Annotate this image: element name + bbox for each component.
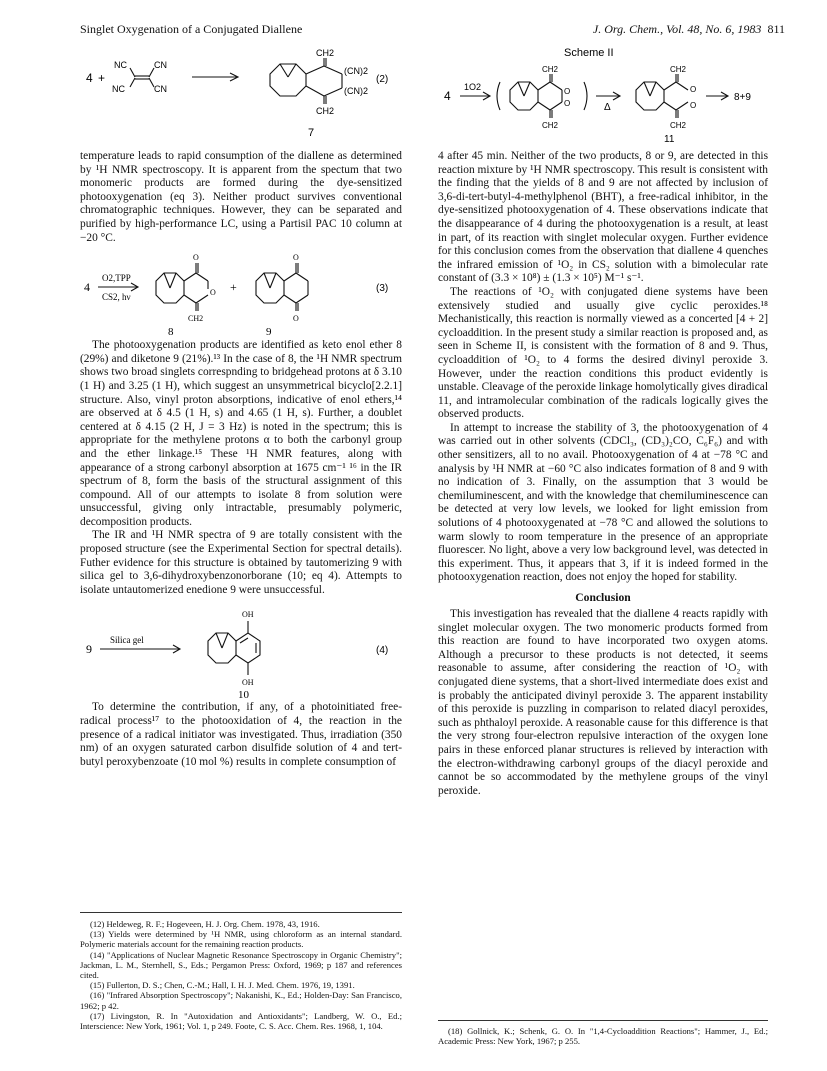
eq3-number: (3) (376, 283, 389, 295)
scheme-2-o-a1: O (564, 87, 571, 96)
scheme-2-delta: Δ (604, 102, 611, 113)
equation-2-structures (80, 44, 402, 144)
eq2-cn-top: CN (154, 60, 167, 70)
eq2-cn2-a: (CN)2 (344, 66, 368, 76)
left-paragraph-3: The IR and ¹H NMR spectra of 9 are totally consistent with the proposed structure (see the Experimental Section for spectral details). Futher evidence for this structure is obtained by tautomerizing 9 with silica gel to 3,6-dihydroxybenzonorborane (10; eq 4). Attempts to isolate untautomerized enedione 9 were unsuccessful. (80, 529, 402, 596)
footnotes-right (438, 1020, 768, 1046)
eq3-reagent-top: O2,TPP (102, 273, 131, 284)
right-paragraph-1: 4 after 45 min. Neither of the two products, 8 or 9, are detected in this reaction mixture by ¹H NMR spectroscopy. This result is consistent with the finding that the yields of 8 and 9 are not affected by inclusion of 3,6-di-tert-butyl-4-methylphenol (BHT), a free-radical inhibitor, in the dye-sensitized photooxygenation of 4. These observations indicate that the disappearance of 4 during the photooxygenation is a result, at least in part, of its reaction with singlet molecular oxygen. Further evidence for this conclusion comes from the observation that diallene 4 quenches the infrared emission of ¹O₂ in CS₂ solution with a bimolecular rate constant of (3.3 × 10⁸) ± (1.3 × 10⁵) M⁻¹ s⁻¹. (438, 150, 768, 285)
footnote-17: (17) Livingston, R. In "Autoxidation and Antioxidants"; Landberg, W. O., Ed.; Interscience: New York, 1961; Vol. 1, p 249. Foote, C. S. Acc. Chem. Res. 1968, 1, 104. (80, 1010, 402, 1032)
scheme-2-o-a2: O (564, 99, 571, 108)
compound-11-label: 11 (664, 134, 675, 144)
eq3-ch2: CH2 (188, 314, 204, 324)
footnote-15: (15) Fullerton, D. S.; Chen, C.-M.; Hall, I. H. J. Med. Chem. 1976, 19, 1391. (90, 980, 355, 991)
running-header-title: Singlet Oxygenation of a Conjugated Diallene (80, 22, 303, 36)
page-number: 811 (767, 22, 785, 36)
conclusion-paragraph: This investigation has revealed that the diallene 4 reacts rapidly with singlet molecular oxygen. The two monomeric products formed from this reaction are found to have incorporated two oxygen atoms. Although a precursor to these products is not detected, it seems reasonable to assume, after considering the reaction of ¹O₂ with conjugated diene systems, that a short-lived intermediate does exist and is probably the anticipated divinyl peroxide 3. The apparent instability of this peroxide is puzzling in comparison to related diacyl peroxides, such as phthaloyl peroxide. A reasonable cause for this difference is that the very strong four-electron repulsive interaction of the oxygen lone pairs in these enforced planar structures is relieved by interaction with the electron-withdrawing carbonyl groups of the diacyl peroxide and cannot be so accommodated by the methylene groups of the vinyl peroxide. (438, 608, 768, 797)
eq3-o-3: O (293, 253, 299, 263)
right-column (438, 150, 768, 798)
eq4-oh-bottom: OH (242, 678, 254, 688)
scheme-2-ch2-a: CH2 (542, 65, 559, 74)
eq3-coefficient: 4 (84, 280, 90, 295)
compound-7-label: 7 (308, 127, 315, 139)
eq2-ch2-bottom: CH2 (316, 106, 335, 116)
footnotes-left (80, 912, 402, 1031)
footnote-12: (12) Heldeweg, R. F.; Hogeveen, H. J. Org. Chem. 1978, 43, 1916. (90, 919, 320, 929)
eq2-plus: + (98, 71, 106, 85)
scheme-2-ch2-d: CH2 (670, 121, 687, 130)
equation-3 (80, 245, 402, 339)
eq2-cn2-b: (CN)2 (344, 86, 368, 96)
eq3-reagent-bottom: CS2, hν (102, 292, 131, 303)
eq3-o-4: O (293, 314, 299, 324)
eq3-o-2: O (210, 288, 216, 298)
scheme-2-products: 8+9 (734, 92, 751, 103)
equation-4-structures (80, 597, 402, 701)
compound-9-label: 9 (266, 326, 272, 339)
footnote-14: (14) "Applications of Nuclear Magnetic Resonance Spectroscopy in Organic Chemistry"; Jackman, L. M., Sternhell, S., Eds.; Pergamon Press: Oxford, 1969; p 187 and references cited. (80, 949, 402, 981)
equation-3-structures (80, 245, 402, 339)
eq2-nc-bottom: NC (112, 84, 125, 94)
conclusion-heading: Conclusion (575, 591, 631, 604)
scheme-2-title: Scheme II (564, 47, 614, 59)
left-paragraph-4: To determine the contribution, if any, of a photoinitiated free-radical process¹⁷ to the photooxidation of 4, the reaction in the presence of a radical initiator was investigated. Thus, irradiation (350 nm) of an oxygen saturated carbon disulfide solution of 4 and tert-butyl peroxybenzoate (10 mol %) results in complete consumption of (80, 701, 402, 768)
footnote-13: (13) Yields were determined by ¹H NMR, using chloroform as an internal standard. Polymeric materials account for the remaining reaction products. (80, 929, 402, 950)
running-header-journal (593, 22, 785, 37)
scheme-2-ch2-b: CH2 (542, 121, 559, 130)
scheme-2-structures (438, 44, 768, 144)
compound-8-label: 8 (168, 326, 174, 339)
right-paragraph-3: In attempt to increase the stability of 3, the photooxygenation of 4 was carried out in other solvents (CDCl₃, (CD₃)₂CO, C₆F₆) and with other sensitizers, all to no avail. Photooxygenation of 4 at −78 °C and analysis by ¹H NMR at −60 °C also indicates formation of 8 and 9 with no indication of 3. Finally, on the assumption that 3 would be chemiluminescent, and with the knowledge that chemiluminescence can be detected at very low levels, we looked for light emission from solutions of 4 photooxygenated at −78 °C and allowed the solutions to warm slowly to room temperature in the presence of an appropriate fluorescer. No light, above a very low background level, was detected in this experiment. Thus, it appears that 3, if it is indeed formed in the photooxygenation reaction, does not enjoy the hoped for stability. (438, 421, 768, 584)
scheme-2-reagent: 1O2 (464, 82, 482, 92)
eq2-coefficient: 4 (86, 71, 93, 85)
eq4-number: (4) (376, 645, 389, 657)
eq4-reagent: Silica gel (110, 635, 144, 646)
eq3-o-1: O (193, 253, 199, 263)
footnote-16: (16) "Infrared Absorption Spectroscopy"; Nakanishi, K., Ed.; Holden-Day: San Francisco, 1962; p 42. (80, 990, 402, 1011)
left-column (80, 150, 402, 769)
scheme-2-coefficient: 4 (444, 89, 451, 103)
equation-4 (80, 597, 402, 701)
eq4-start-compound: 9 (86, 642, 92, 657)
left-paragraph-1: temperature leads to rapid consumption of the diallene as determined by ¹H NMR spectroscopy. It is apparent from the spectum that two monomeric products are formed during the dye-sensitized photooxygenation (eq 3). Neither product survives conventional chromatographic techniques. However, they can be separated and purified by high-performance LC, using a Partisil PAC 10 column at −20 °C. (80, 150, 402, 244)
scheme-2-o-c2: O (690, 101, 697, 110)
eq2-cn-bottom: CN (154, 84, 167, 94)
eq2-number: (2) (376, 74, 389, 85)
equation-2 (80, 44, 402, 144)
eq4-oh-top: OH (242, 610, 254, 620)
scheme-2 (438, 44, 768, 144)
compound-10-label: 10 (238, 689, 249, 702)
right-paragraph-2: The reactions of ¹O₂ with conjugated diene systems have been extensively studied and usually give cyclic peroxides.¹⁸ Mechanistically, this reaction is normally viewed as a concerted [4 + 2] cycloaddition. In the present study a similar reaction is proposed and, as seen in Scheme II, is consistent with the formation of 8 and 9. Thus, cycloaddition of ¹O₂ to 4 forms the desired divinyl peroxide 3. However, under the reaction conditions this product evidently is unstable. Cleavage of the peroxide linkage homolytically gives diradical 11, and intramolecular combination of the radicals logically gives the observed products. (438, 285, 768, 421)
footnote-18: (18) Gollnick, K.; Schenk, G. O. In "1,4-Cycloaddition Reactions"; Hammer, J., Ed.; Academic Press: New York, 1967; p 255. (438, 1026, 768, 1047)
eq2-nc-top: NC (114, 60, 127, 70)
eq3-plus: + (230, 280, 237, 295)
scheme-2-o-c1: O (690, 85, 697, 94)
scheme-2-ch2-c: CH2 (670, 65, 687, 74)
left-paragraph-2: The photooxygenation products are identified as keto enol ether 8 (29%) and diketone 9 (21%).¹³ In the case of 8, the ¹H NMR spectrum shows two broad singlets correspnding to bridgehead protons at δ 3.10 (1 H) and 3.25 (1 H), which suggest an unsymmetrical bicyclo[2.2.1] structure. Also, vinyl proton absorptions, indicative of enol ethers,¹⁴ are observed at δ 4.5 (1 H, s) and 4.65 (1 H, s). Further, a doublet centered at δ 4.15 (2 H, J = 3 Hz) is noted in the spectrum; this is appropriate for the methylene protons α to both the carbonyl group and the ether linkage.¹⁵ These ¹H NMR features, along with appearance of a strong carbonyl absorption at 1675 cm⁻¹ ¹⁶ in the IR spectrum of 8, form the basis of the structural assignment of this compound. All of our attempts to isolate 8 from solution were unsuccessful, giving only intractable, presumably polymeric, decomposition products. (80, 339, 402, 528)
journal-citation: J. Org. Chem., Vol. 48, No. 6, 1983 (592, 22, 762, 36)
eq2-ch2-top: CH2 (316, 48, 335, 58)
